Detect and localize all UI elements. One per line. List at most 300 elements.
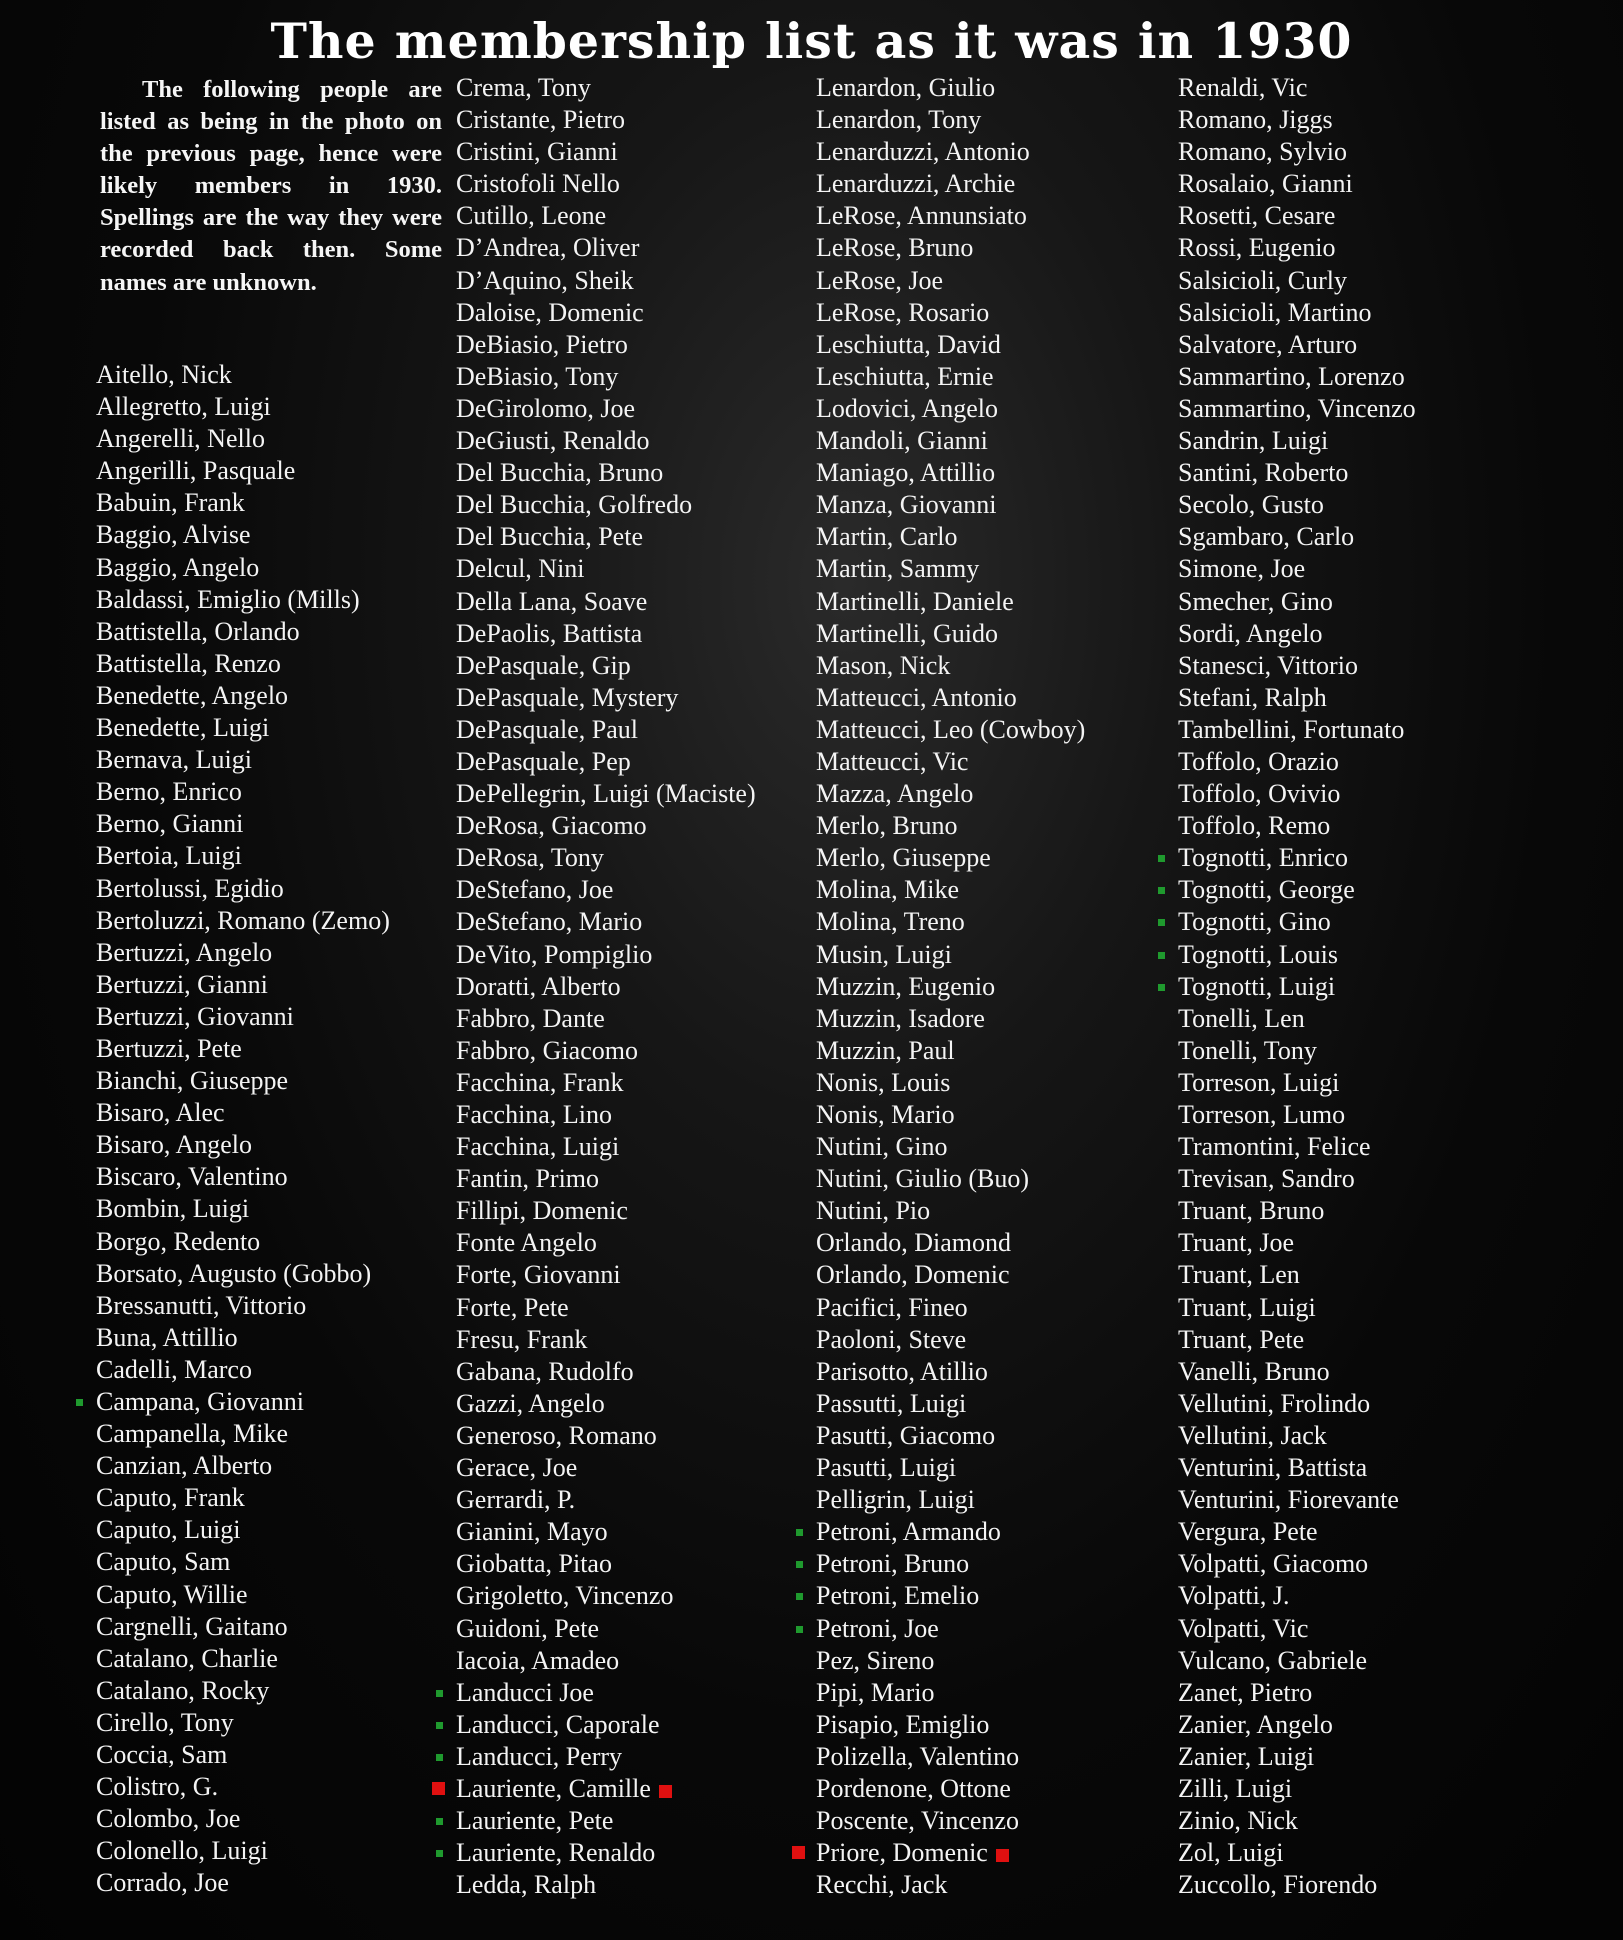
member-name [816, 232, 1085, 264]
member-name-text: Cristofoli Nello [456, 169, 620, 199]
member-name-text: Bertuzzi, Gianni [96, 969, 268, 999]
member-name-text: Rosetti, Cesare [1178, 201, 1336, 231]
member-name-text: Allegretto, Luigi [96, 392, 271, 422]
member-name [816, 778, 1085, 810]
member-name [456, 1356, 756, 1388]
member-name-text: Manza, Giovanni [816, 490, 997, 520]
member-name [456, 200, 756, 232]
member-name-text: Molina, Mike [816, 875, 959, 905]
red-marker [659, 1785, 672, 1798]
member-name [456, 650, 756, 682]
member-name [456, 168, 756, 200]
green-marker [436, 1754, 443, 1761]
member-name [456, 1580, 756, 1612]
member-name [96, 1675, 390, 1707]
member-name [456, 232, 756, 264]
member-name-text: Stefani, Ralph [1178, 682, 1327, 712]
member-name [96, 1835, 390, 1867]
member-name-text: Bertuzzi, Giovanni [96, 1001, 294, 1031]
member-name-text: Campana, Giovanni [96, 1387, 304, 1416]
member-name-text: Ledda, Ralph [456, 1870, 597, 1900]
member-name [816, 1613, 1085, 1645]
member-name [816, 329, 1085, 361]
member-name-text: Nutini, Pio [816, 1196, 931, 1226]
member-name [96, 808, 390, 840]
member-name-text: D’Andrea, Oliver [456, 233, 640, 263]
member-name [96, 487, 390, 519]
member-name-text: Gianini, Mayo [456, 1517, 608, 1547]
member-name [456, 1131, 756, 1163]
member-name-text: Leschiutta, David [816, 329, 1001, 359]
member-name-text: Fabbro, Giacomo [456, 1035, 638, 1065]
member-name-text: Catalano, Rocky [96, 1675, 270, 1705]
member-name [816, 72, 1085, 104]
member-name [96, 1129, 390, 1161]
member-name [816, 682, 1085, 714]
member-name-text: Tognotti, Enrico [1178, 843, 1349, 873]
member-name-text: D’Aquino, Sheik [456, 265, 634, 295]
member-name-text: Toffolo, Remo [1178, 811, 1331, 841]
green-marker [1158, 952, 1165, 959]
member-name [96, 873, 390, 905]
member-name [456, 1292, 756, 1324]
member-name [96, 1803, 390, 1835]
member-name-text: LeRose, Joe [816, 265, 944, 295]
member-name-text: Benedette, Angelo [96, 680, 289, 710]
member-name-text: Battistella, Orlando [96, 616, 300, 646]
member-name [816, 1292, 1085, 1324]
member-name [816, 1837, 1085, 1869]
member-name-text: Zanet, Pietro [1178, 1677, 1313, 1707]
member-name-text: Bisaro, Angelo [96, 1130, 252, 1160]
member-name-text: Landucci Joe [456, 1677, 594, 1707]
red-marker [432, 1782, 445, 1795]
member-name-text: Rossi, Eugenio [1178, 233, 1336, 263]
member-name-text: Aitello, Nick [96, 360, 232, 389]
member-name-text: Cargnelli, Gaitano [96, 1611, 288, 1641]
member-name [816, 1356, 1085, 1388]
member-name-text: Tognotti, Gino [1178, 907, 1331, 937]
member-name-text: Baldassi, Emiglio (Mills) [96, 584, 360, 614]
member-name-text: Truant, Bruno [1178, 1196, 1325, 1226]
member-name-text: Cadelli, Marco [96, 1354, 252, 1384]
member-name-text: Recchi, Jack [816, 1870, 948, 1900]
member-name-text: Martinelli, Daniele [816, 586, 1014, 616]
member-name [1178, 329, 1416, 361]
member-name [456, 553, 756, 585]
member-name [1178, 104, 1416, 136]
member-name [96, 776, 390, 808]
member-name-text: Del Bucchia, Golfredo [456, 490, 693, 520]
member-name-text: Santini, Roberto [1178, 458, 1349, 488]
member-name [1178, 521, 1416, 553]
green-marker [436, 1722, 443, 1729]
member-name-text: Matteucci, Antonio [816, 682, 1017, 712]
member-name [96, 1290, 390, 1322]
member-name-text: DePaolis, Battista [456, 618, 643, 648]
member-name [456, 1645, 756, 1677]
member-name-text: Fantin, Primo [456, 1164, 600, 1194]
member-name [96, 584, 390, 616]
member-name-text: Gerrardi, P. [456, 1485, 576, 1515]
member-name-text: Cristante, Pietro [456, 105, 625, 135]
member-name-text: Orlando, Domenic [816, 1260, 1010, 1290]
member-name [1178, 489, 1416, 521]
member-name-text: Romano, Sylvio [1178, 137, 1348, 167]
member-name-text: Sandrin, Luigi [1178, 426, 1329, 456]
member-name [816, 168, 1085, 200]
member-name-text: Catalano, Charlie [96, 1643, 278, 1673]
member-name-text: Muzzin, Paul [816, 1035, 955, 1065]
member-name-text: Polizella, Valentino [816, 1741, 1020, 1771]
member-name-text: Orlando, Diamond [816, 1228, 1011, 1258]
member-name [456, 1516, 756, 1548]
member-name [96, 1643, 390, 1675]
member-name [456, 971, 756, 1003]
member-name [1178, 1131, 1416, 1163]
member-name-text: Bertolussi, Egidio [96, 873, 284, 903]
member-name [96, 1771, 390, 1803]
member-name [1178, 1324, 1416, 1356]
member-name [456, 265, 756, 297]
member-name [1178, 874, 1416, 906]
member-name-text: Crema, Tony [456, 73, 591, 102]
member-name [96, 905, 390, 937]
member-name [456, 1388, 756, 1420]
member-name-text: Tonelli, Tony [1178, 1035, 1317, 1065]
member-name-text: Benedette, Luigi [96, 713, 270, 743]
member-name-text: Bernava, Luigi [96, 745, 252, 775]
member-name [456, 1709, 756, 1741]
member-name [96, 1161, 390, 1193]
member-name [1178, 168, 1416, 200]
member-name-text: Lenardon, Giulio [816, 73, 996, 102]
member-name [816, 1131, 1085, 1163]
member-name-text: Forte, Pete [456, 1292, 569, 1322]
member-name-text: Coccia, Sam [96, 1740, 228, 1770]
member-name [456, 393, 756, 425]
member-name-text: Pasutti, Giacomo [816, 1420, 996, 1450]
member-name [456, 1805, 756, 1837]
member-name-text: Cutillo, Leone [456, 201, 607, 231]
member-name [456, 778, 756, 810]
member-name [1178, 1067, 1416, 1099]
member-name [816, 1741, 1085, 1773]
member-name-text: Pez, Sireno [816, 1645, 935, 1675]
member-name-text: Bianchi, Giuseppe [96, 1066, 289, 1096]
member-name-text: Tonelli, Len [1178, 1003, 1305, 1033]
member-name [1178, 1163, 1416, 1195]
green-marker [1158, 887, 1165, 894]
member-name [816, 586, 1085, 618]
member-name-text: Pasutti, Luigi [816, 1453, 957, 1483]
member-name-text: Tognotti, George [1178, 875, 1355, 905]
member-name [816, 1420, 1085, 1452]
member-name-text: Nutini, Gino [816, 1132, 948, 1162]
member-name-text: Passutti, Luigi [816, 1388, 967, 1418]
member-name-text: Lenarduzzi, Archie [816, 169, 1016, 199]
member-name [456, 1677, 756, 1709]
member-name-text: Trevisan, Sandro [1178, 1164, 1355, 1194]
member-name [456, 72, 756, 104]
member-name-text: Venturini, Fiorevante [1178, 1485, 1399, 1515]
member-name-text: Zinio, Nick [1178, 1806, 1298, 1836]
member-name-text: Fillipi, Domenic [456, 1196, 628, 1226]
member-name-text: Del Bucchia, Bruno [456, 458, 664, 488]
member-name [456, 329, 756, 361]
member-name [96, 1033, 390, 1065]
member-name [1178, 939, 1416, 971]
green-marker [1158, 984, 1165, 991]
member-name-text: Zuccollo, Fiorendo [1178, 1870, 1378, 1900]
member-name-text: Mason, Nick [816, 650, 951, 680]
member-name-text: DeBiasio, Pietro [456, 329, 628, 359]
member-name-text: DeRosa, Tony [456, 843, 604, 873]
member-name-text: Delcul, Nini [456, 554, 585, 584]
member-name [816, 489, 1085, 521]
member-name-text: Zilli, Luigi [1178, 1773, 1293, 1803]
member-name-text: Leschiutta, Ernie [816, 361, 994, 391]
member-name [1178, 810, 1416, 842]
member-name-text: Baggio, Angelo [96, 552, 260, 582]
member-name [1178, 1195, 1416, 1227]
member-name [456, 618, 756, 650]
member-name [456, 810, 756, 842]
member-name [816, 297, 1085, 329]
member-name-text: Merlo, Bruno [816, 811, 958, 841]
member-name [1178, 1259, 1416, 1291]
member-name [96, 680, 390, 712]
member-name [96, 1097, 390, 1129]
member-name-text: DePasquale, Gip [456, 650, 631, 680]
member-name-text: Merlo, Giuseppe [816, 843, 991, 873]
member-name [456, 1099, 756, 1131]
member-name [1178, 425, 1416, 457]
member-name-text: Bertuzzi, Pete [96, 1033, 242, 1063]
member-name [816, 425, 1085, 457]
member-name-text: Biscaro, Valentino [96, 1162, 288, 1192]
member-name-text: Salsicioli, Martino [1178, 297, 1372, 327]
member-name [1178, 586, 1416, 618]
member-name [96, 969, 390, 1001]
member-name [96, 423, 390, 455]
member-name-text: DePasquale, Paul [456, 714, 638, 744]
member-name-text: Torreson, Luigi [1178, 1067, 1340, 1097]
member-name-text: LeRose, Annunsiato [816, 201, 1027, 231]
member-name [456, 1484, 756, 1516]
member-name-text: Bombin, Luigi [96, 1194, 250, 1224]
member-name [96, 937, 390, 969]
member-name-text: Lauriente, Pete [456, 1806, 614, 1836]
member-name [96, 1386, 390, 1418]
member-name [1178, 1773, 1416, 1805]
member-name-text: Petroni, Bruno [816, 1549, 970, 1579]
member-name-text: Sammartino, Lorenzo [1178, 361, 1405, 391]
member-name-text: DeVito, Pompiglio [456, 939, 653, 969]
member-name-text: Mandoli, Gianni [816, 426, 988, 456]
member-name-text: Fresu, Frank [456, 1324, 588, 1354]
member-name [1178, 1484, 1416, 1516]
member-name-text: Bisaro, Alec [96, 1098, 225, 1128]
member-name-text: Generoso, Romano [456, 1420, 657, 1450]
member-name [1178, 1837, 1416, 1869]
member-name-text: Volpatti, Giacomo [1178, 1549, 1369, 1579]
member-name-text: Toffolo, Ovivio [1178, 779, 1341, 809]
member-name [456, 489, 756, 521]
member-name [96, 1418, 390, 1450]
name-column-3 [816, 72, 1085, 1901]
member-name [456, 1613, 756, 1645]
member-name-text: Lenardon, Tony [816, 105, 982, 135]
member-name [1178, 72, 1416, 104]
member-name [456, 906, 756, 938]
member-name [96, 391, 390, 423]
member-name [816, 393, 1085, 425]
member-name-text: Della Lana, Soave [456, 586, 648, 616]
member-name [96, 1707, 390, 1739]
member-name-text: Guidoni, Pete [456, 1613, 599, 1643]
member-name [1178, 906, 1416, 938]
member-name-text: Canzian, Alberto [96, 1451, 273, 1481]
member-name-text: Petroni, Joe [816, 1613, 939, 1643]
member-name [96, 519, 390, 551]
green-marker [76, 1399, 83, 1406]
member-name [816, 521, 1085, 553]
member-name [1178, 200, 1416, 232]
member-name-text: Vellutini, Frolindo [1178, 1388, 1371, 1418]
member-name [816, 265, 1085, 297]
member-name [816, 1099, 1085, 1131]
member-name [816, 1195, 1085, 1227]
member-name-text: Landucci, Perry [456, 1741, 623, 1771]
member-name [816, 1677, 1085, 1709]
member-name [96, 648, 390, 680]
member-name [816, 810, 1085, 842]
member-name-text: Torreson, Lumo [1178, 1100, 1346, 1129]
member-name [816, 1805, 1085, 1837]
member-name-text: Zanier, Luigi [1178, 1741, 1315, 1771]
member-name-text: Zanier, Angelo [1178, 1709, 1333, 1739]
member-name [816, 714, 1085, 746]
member-name-text: Caputo, Luigi [96, 1515, 241, 1545]
member-name-text: Vellutini, Jack [1178, 1420, 1327, 1450]
member-name [1178, 714, 1416, 746]
member-name-text: DeGirolomo, Joe [456, 393, 636, 423]
member-name [1178, 232, 1416, 264]
member-name [816, 457, 1085, 489]
member-name [816, 1869, 1085, 1901]
member-name-text: Tramontini, Felice [1178, 1132, 1371, 1162]
member-name [456, 104, 756, 136]
member-name [816, 1484, 1085, 1516]
member-name [1178, 136, 1416, 168]
member-name-text: Musin, Luigi [816, 939, 952, 969]
name-column-1 [96, 359, 390, 1900]
member-name-text: Pisapio, Emiglio [816, 1709, 990, 1739]
member-name [1178, 1677, 1416, 1709]
member-name [456, 1869, 756, 1901]
member-name-text: Pelligrin, Luigi [816, 1485, 975, 1515]
member-name-text: Cirello, Tony [96, 1707, 234, 1737]
member-name [1178, 297, 1416, 329]
member-name-text: Muzzin, Eugenio [816, 971, 996, 1001]
member-name [456, 1195, 756, 1227]
intro-paragraph: The following people are listed as being in the photo on the previous page, hence were likely members in 1930. Spellings are the way they were recorded back then. Some names are unknown. [100, 76, 442, 296]
member-name [816, 1067, 1085, 1099]
member-name [816, 842, 1085, 874]
member-name [816, 104, 1085, 136]
member-name [96, 1450, 390, 1482]
member-name-text: Truant, Joe [1178, 1228, 1295, 1258]
member-name [1178, 1356, 1416, 1388]
member-name [96, 1226, 390, 1258]
member-name [456, 586, 756, 618]
member-name-text: Grigoletto, Vincenzo [456, 1581, 674, 1611]
member-name [96, 1001, 390, 1033]
green-marker [796, 1561, 803, 1568]
member-name [1178, 1869, 1416, 1901]
member-name [456, 939, 756, 971]
member-name-text: DePellegrin, Luigi (Maciste) [456, 779, 756, 809]
member-name [816, 874, 1085, 906]
member-name-text: Tambellini, Fortunato [1178, 714, 1405, 744]
member-name-text: Facchina, Lino [456, 1100, 612, 1129]
member-name [1178, 1452, 1416, 1484]
member-name [816, 1773, 1085, 1805]
member-name-text: Volpatti, J. [1178, 1581, 1290, 1611]
page-title: The membership list as it was in 1930 [270, 12, 1353, 70]
member-name [456, 1227, 756, 1259]
member-name-text: Giobatta, Pitao [456, 1549, 612, 1579]
member-name-text: Vergura, Pete [1178, 1517, 1318, 1547]
member-name-text: Pacifici, Fineo [816, 1292, 968, 1322]
member-name-text: DeRosa, Giacomo [456, 811, 647, 841]
member-name [816, 1452, 1085, 1484]
member-name-text: Battistella, Renzo [96, 648, 281, 678]
member-name [456, 361, 756, 393]
member-name-text: Berno, Gianni [96, 809, 244, 839]
member-name-text: Martin, Carlo [816, 522, 958, 552]
member-name-text: Poscente, Vincenzo [816, 1806, 1020, 1836]
green-marker [436, 1690, 443, 1697]
member-name [1178, 1645, 1416, 1677]
member-name [816, 971, 1085, 1003]
member-name-text: Colombo, Joe [96, 1804, 241, 1834]
member-name [456, 746, 756, 778]
member-name-text: Colistro, G. [96, 1772, 219, 1802]
member-name-text: Gazzi, Angelo [456, 1388, 605, 1418]
member-name [1178, 971, 1416, 1003]
member-name-text: Vulcano, Gabriele [1178, 1645, 1368, 1675]
member-name [1178, 393, 1416, 425]
green-marker [436, 1850, 443, 1857]
member-name [456, 1741, 756, 1773]
member-name [96, 1546, 390, 1578]
green-marker [436, 1818, 443, 1825]
member-name [816, 1324, 1085, 1356]
green-marker [1158, 855, 1165, 862]
member-name-text: Corrado, Joe [96, 1868, 229, 1898]
member-name-text: Petroni, Armando [816, 1517, 1001, 1547]
member-name-text: Matteucci, Leo (Cowboy) [816, 714, 1086, 744]
member-name [1178, 650, 1416, 682]
member-name [1178, 1709, 1416, 1741]
member-name [1178, 457, 1416, 489]
member-name [456, 1548, 756, 1580]
member-name [816, 1516, 1085, 1548]
member-name-text: Bertoluzzi, Romano (Zemo) [96, 905, 390, 935]
member-name-text: Tognotti, Luigi [1178, 971, 1336, 1001]
